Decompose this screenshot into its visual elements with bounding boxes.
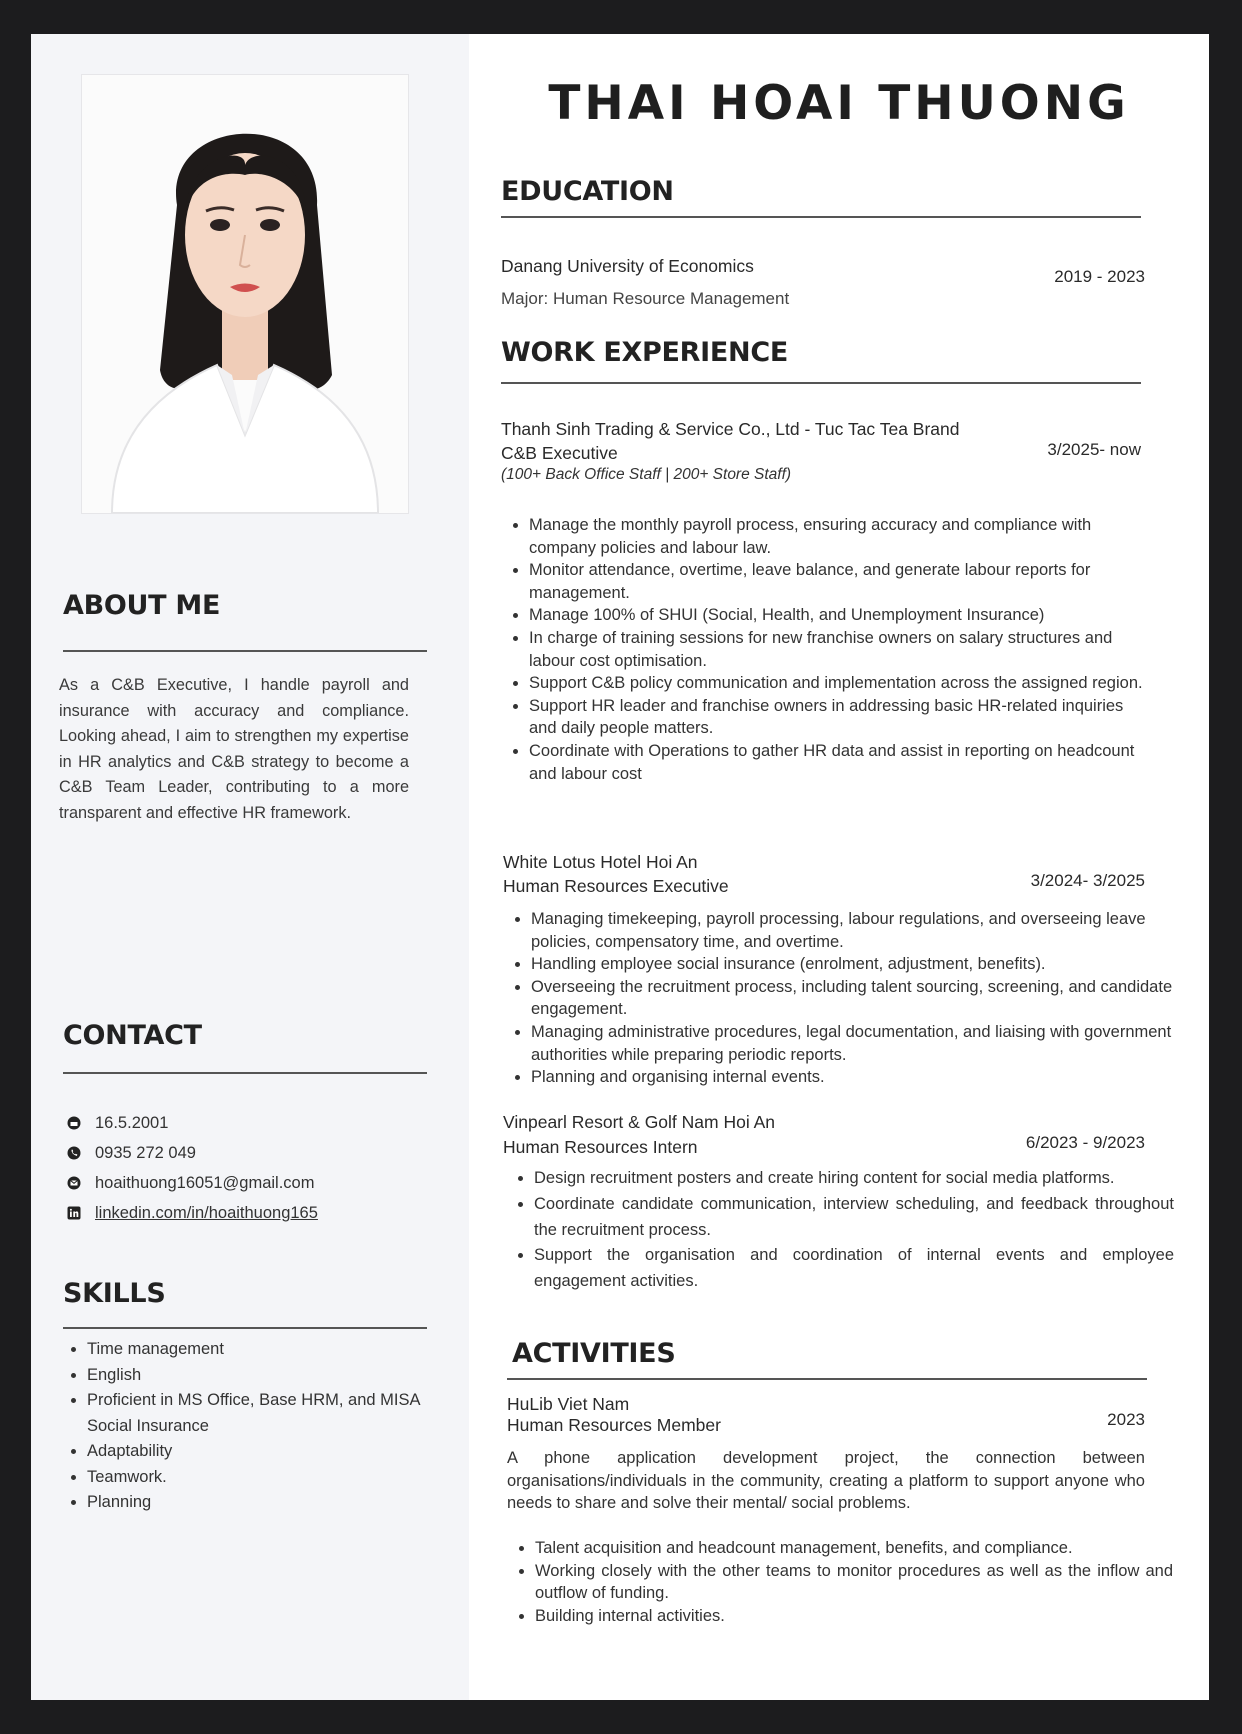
education-divider bbox=[501, 216, 1141, 218]
job-bullet: • Manage the monthly payroll process, ensuring accuracy and compliance with company policies and labour law. bbox=[529, 514, 1149, 559]
skills-heading: SKILLS bbox=[63, 1278, 166, 1309]
job-bullet: • Support C&B policy communication and implementation across the assigned region. bbox=[529, 672, 1149, 695]
job-dates: 3/2025- now bbox=[1047, 440, 1141, 459]
job-company: Vinpearl Resort & Golf Nam Hoi An bbox=[503, 1112, 776, 1132]
job-bullet: • Coordinate candidate communication, interview scheduling, and feedback throughout the recruitment process. bbox=[534, 1192, 1174, 1244]
skill-item: • Teamwork. bbox=[87, 1465, 467, 1491]
sidebar bbox=[31, 34, 469, 1700]
skill-item: • Planning bbox=[87, 1490, 467, 1516]
job-bullet: • Handling employee social insurance (enrolment, adjustment, benefits). bbox=[531, 953, 1173, 976]
email-icon bbox=[67, 1176, 81, 1190]
contact-linkedin bbox=[67, 1198, 318, 1228]
contact-phone bbox=[67, 1138, 318, 1168]
contact-list bbox=[67, 1108, 318, 1228]
job-bullet: • Managing timekeeping, payroll processing, labour regulations, and overseeing leave policies, compensatory time, and overtime. bbox=[531, 908, 1173, 953]
education-school: Danang University of Economics bbox=[501, 256, 754, 276]
profile-photo bbox=[81, 74, 409, 514]
contact-heading: CONTACT bbox=[63, 1020, 202, 1051]
about-heading: ABOUT ME bbox=[63, 590, 221, 621]
candidate-name: THAI HOAI THUONG bbox=[548, 76, 1130, 131]
job-bullet: • Coordinate with Operations to gather HR data and assist in reporting on headcount and labour cost bbox=[529, 740, 1149, 785]
job-title: Human Resources Executive bbox=[503, 876, 729, 896]
job-company: Thanh Sinh Trading & Service Co., Ltd - Tuc Tac Tea Brand bbox=[501, 419, 960, 439]
contact-phone-text: 0935 272 049 bbox=[95, 1144, 196, 1162]
activity-dates: 2023 bbox=[1107, 1410, 1145, 1429]
main-column bbox=[469, 34, 1209, 1700]
job-bullet: • Managing administrative procedures, legal documentation, and liaising with government authorities while preparing periodic reports. bbox=[531, 1021, 1173, 1066]
linkedin-link[interactable]: linkedin.com/in/hoaithuong165 bbox=[95, 1204, 318, 1222]
linkedin-icon bbox=[67, 1206, 81, 1220]
activity-org: HuLib Viet Nam bbox=[507, 1394, 630, 1414]
job-bullet: • Support HR leader and franchise owners in addressing basic HR-related inquiries and daily people matters. bbox=[529, 695, 1149, 740]
job-bullet: • Manage 100% of SHUI (Social, Health, and Unemployment Insurance) bbox=[529, 604, 1149, 627]
job-bullet: • Design recruitment posters and create hiring content for social media platforms. bbox=[534, 1166, 1174, 1192]
education-heading: EDUCATION bbox=[501, 176, 674, 207]
work-divider bbox=[501, 382, 1141, 384]
skill-item: • Adaptability bbox=[87, 1439, 467, 1465]
skill-item: • Time management bbox=[87, 1337, 467, 1363]
activity-bullet: • Working closely with the other teams to monitor procedures as well as the inflow and outflow of funding. bbox=[535, 1560, 1173, 1605]
job-dates: 6/2023 - 9/2023 bbox=[1025, 1133, 1145, 1152]
activity-bullet: • Talent acquisition and headcount management, benefits, and compliance. bbox=[535, 1537, 1173, 1560]
phone-icon bbox=[67, 1146, 81, 1160]
job-bullets bbox=[501, 514, 1149, 785]
skill-item: • Proficient in MS Office, Base HRM, and MISA Social Insurance bbox=[87, 1388, 467, 1439]
about-divider bbox=[63, 650, 427, 652]
job-title: Human Resources Intern bbox=[503, 1137, 698, 1157]
calendar-icon bbox=[67, 1116, 81, 1130]
skills-divider bbox=[63, 1327, 427, 1329]
contact-divider bbox=[63, 1072, 427, 1074]
job-company: White Lotus Hotel Hoi An bbox=[503, 852, 698, 872]
work-heading: WORK EXPERIENCE bbox=[501, 337, 788, 368]
contact-birthday bbox=[67, 1108, 318, 1138]
education-major: Major: Human Resource Management bbox=[501, 289, 790, 308]
job-bullets bbox=[506, 1166, 1174, 1295]
skills-list bbox=[57, 1337, 467, 1516]
job-bullet: • Monitor attendance, overtime, leave balance, and generate labour reports for management. bbox=[529, 559, 1149, 604]
job-bullet: • Support the organisation and coordination of internal events and employee engagement activities. bbox=[534, 1243, 1174, 1295]
job-note: (100+ Back Office Staff | 200+ Store Staff) bbox=[501, 466, 792, 483]
activities-heading: ACTIVITIES bbox=[512, 1338, 676, 1369]
contact-email-text[interactable]: hoaithuong16051@gmail.com bbox=[95, 1174, 315, 1192]
job-bullet: • Overseeing the recruitment process, including talent sourcing, screening, and candidate engagement. bbox=[531, 976, 1173, 1021]
job-title: C&B Executive bbox=[501, 443, 618, 463]
job-bullet: • Planning and organising internal events. bbox=[531, 1066, 1173, 1089]
activities-divider bbox=[507, 1378, 1147, 1380]
resume-page bbox=[31, 34, 1209, 1700]
activity-description: A phone application development project, the connection between organisations/individuals in the community, creating a platform to support anyone who needs to share and solve their mental/ social problems. bbox=[507, 1449, 1145, 1513]
activity-bullet: • Building internal activities. bbox=[535, 1605, 1173, 1628]
contact-email bbox=[67, 1168, 318, 1198]
about-text: As a C&B Executive, I handle payroll and insurance with accuracy and compliance. Looking ahead, I aim to strengthen my expertise in HR analytics and C&B strategy to become a C&B Team Leader, contributing to a more transparent and effective HR framework. bbox=[59, 676, 409, 822]
contact-birthday-text: 16.5.2001 bbox=[95, 1114, 169, 1132]
activity-bullets bbox=[507, 1537, 1173, 1627]
activity-role: Human Resources Member bbox=[507, 1415, 721, 1435]
job-dates: 3/2024- 3/2025 bbox=[1030, 871, 1145, 890]
job-bullet: • In charge of training sessions for new franchise owners on salary structures and labour cost optimisation. bbox=[529, 627, 1149, 672]
skill-item: • English bbox=[87, 1363, 467, 1389]
job-bullets bbox=[503, 908, 1173, 1089]
education-dates: 2019 - 2023 bbox=[1054, 267, 1145, 286]
